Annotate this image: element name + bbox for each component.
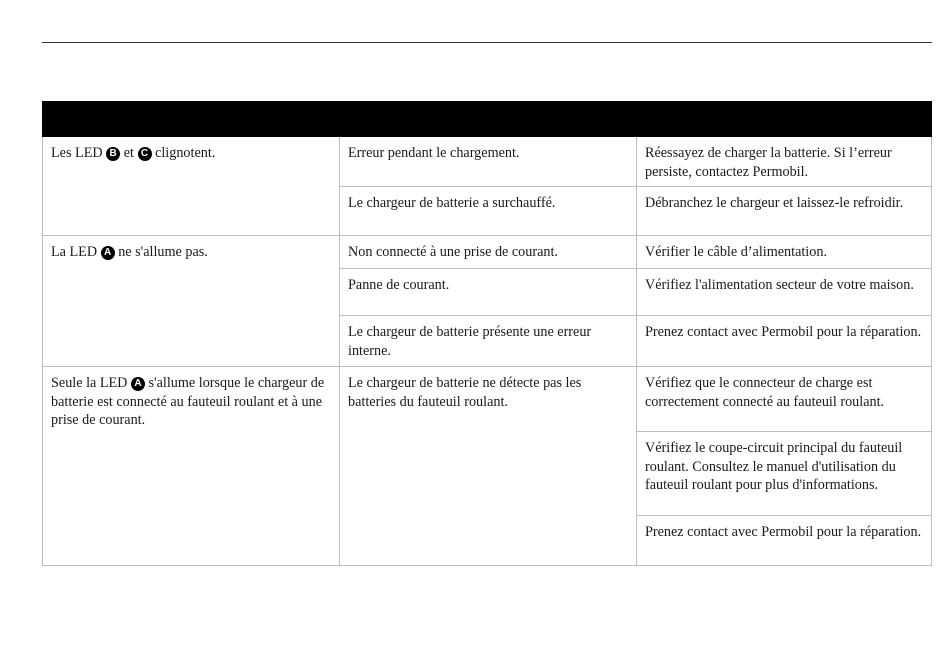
symptom-text: et bbox=[120, 145, 138, 161]
action-cell: Vérifiez le coupe-circuit principal du fauteuil roulant. Consultez le manuel d'utilisation du fauteuil roulant pour plus d'informations. bbox=[636, 432, 932, 516]
cause-cell: Erreur pendant le chargement. bbox=[339, 137, 636, 187]
action-cell: Débranchez le chargeur et laissez-le refroidir. bbox=[636, 187, 932, 236]
symptom-text: ne s'allume pas. bbox=[114, 244, 208, 260]
action-cell: Vérifiez l'alimentation secteur de votre maison. bbox=[636, 269, 932, 316]
symptom-text: clignotent. bbox=[151, 145, 216, 161]
symptom-cell bbox=[42, 137, 339, 236]
symptom-text: Seule la LED bbox=[51, 375, 131, 391]
symptom-cell bbox=[42, 236, 339, 367]
symptom-text: s'allume lorsque le chargeur de batterie est connecté au fauteuil roulant et à une prise de courant. bbox=[51, 375, 325, 428]
led-b-badge: B bbox=[106, 147, 120, 161]
action-cell: Prenez contact avec Permobil pour la réparation. bbox=[636, 316, 932, 367]
action-cell: Vérifier le câble d’alimentation. bbox=[636, 236, 932, 269]
symptom-cell bbox=[42, 367, 339, 566]
cause-cell: Panne de courant. bbox=[339, 269, 636, 316]
led-a-badge: A bbox=[101, 246, 115, 260]
cause-cell: Non connecté à une prise de courant. bbox=[339, 236, 636, 269]
action-cell: Vérifiez que le connecteur de charge est correctement connecté au fauteuil roulant. bbox=[636, 367, 932, 432]
led-a-badge: A bbox=[131, 377, 145, 391]
troubleshooting-table bbox=[42, 137, 932, 566]
table-header-bar bbox=[42, 101, 932, 137]
symptom-text: Les LED bbox=[51, 145, 107, 161]
action-cell: Prenez contact avec Permobil pour la réparation. bbox=[636, 516, 932, 566]
top-rule bbox=[42, 42, 932, 43]
cause-cell: Le chargeur de batterie a surchauffé. bbox=[339, 187, 636, 236]
symptom-text: La LED bbox=[51, 244, 101, 260]
cause-cell: Le chargeur de batterie présente une erreur interne. bbox=[339, 316, 636, 367]
cause-cell: Le chargeur de batterie ne détecte pas les batteries du fauteuil roulant. bbox=[339, 367, 636, 566]
action-cell: Réessayez de charger la batterie. Si l’erreur persiste, contactez Permobil. bbox=[636, 137, 932, 187]
led-c-badge: C bbox=[138, 147, 152, 161]
